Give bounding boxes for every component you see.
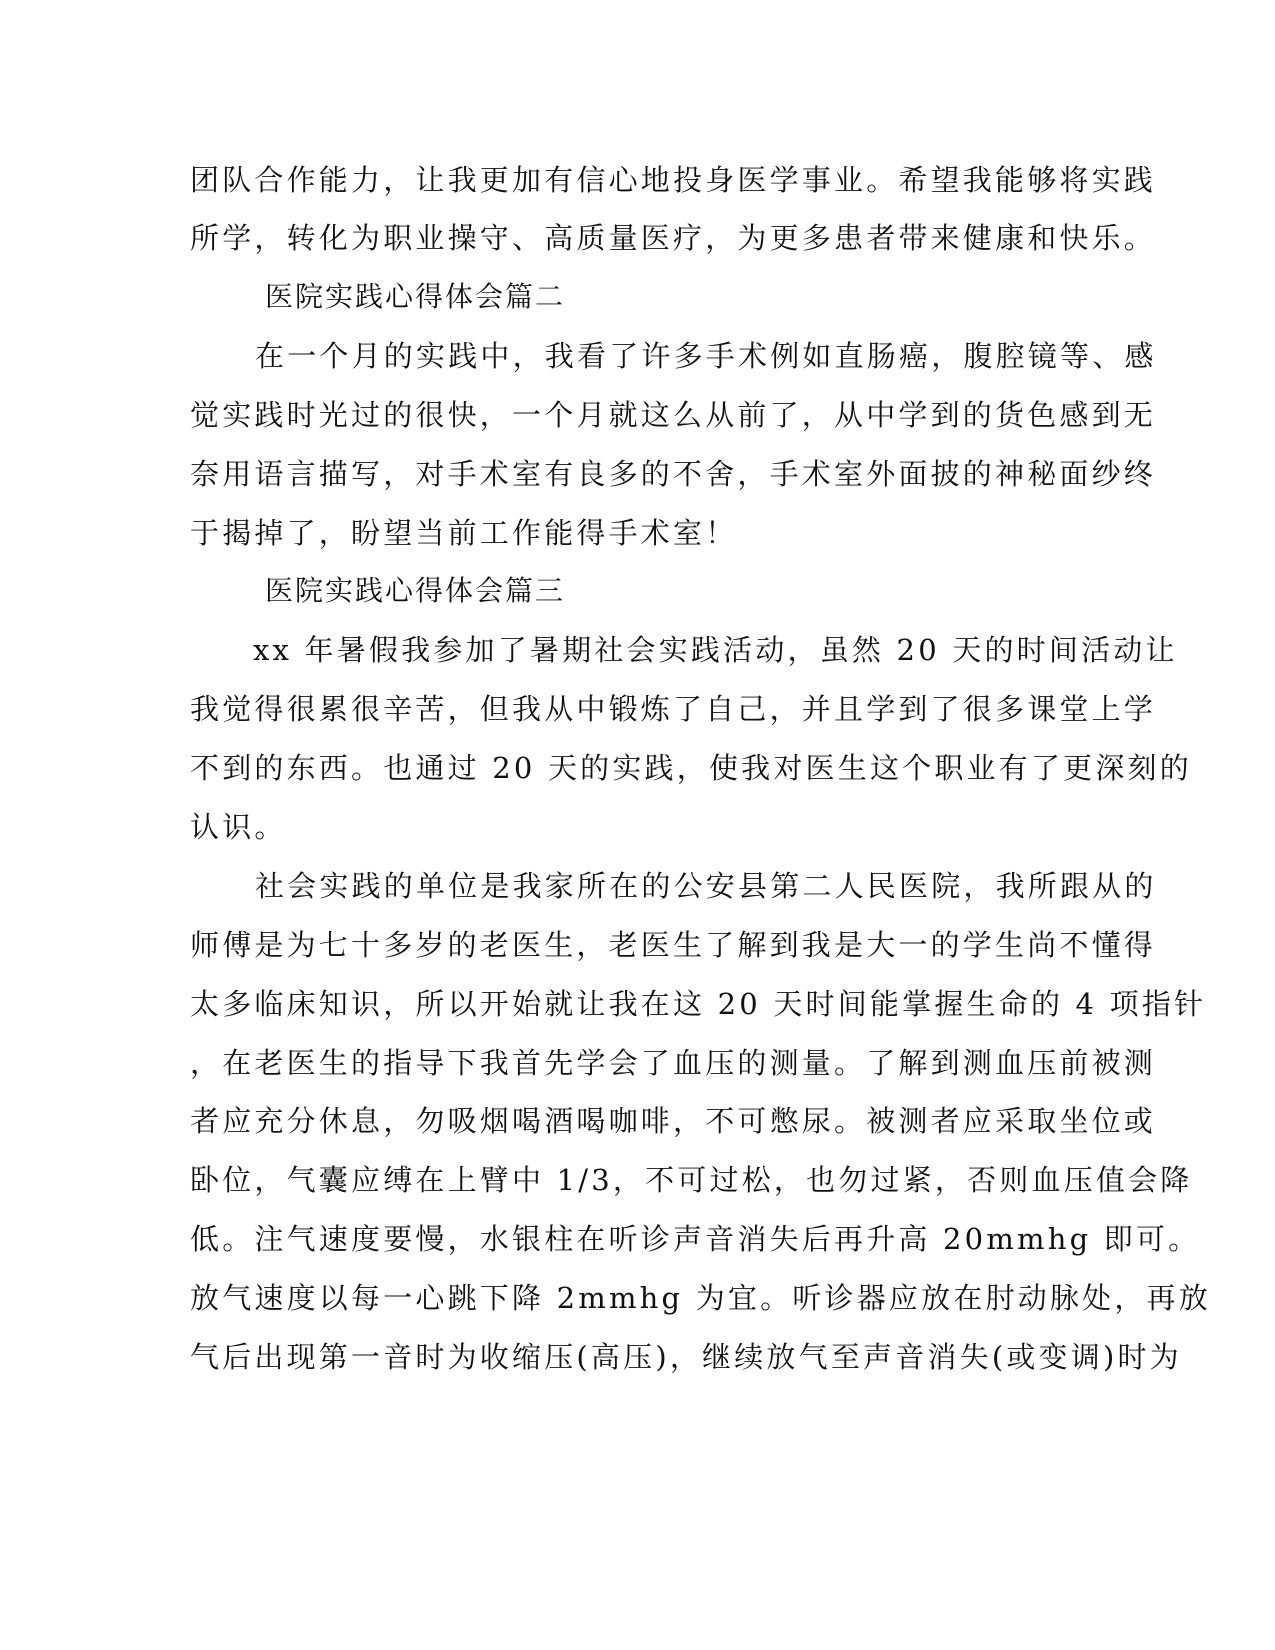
text-line: xx 年暑假我参加了暑期社会实践活动，虽然 20 天的时间活动让 xyxy=(253,633,1178,667)
text-line: 放气速度以每一心跳下降 2mmhg 为宜。听诊器应放在肘动脉处，再放 xyxy=(190,1281,1211,1315)
text-line: 于揭掉了，盼望当前工作能得手术室！ xyxy=(190,516,738,550)
text-line: 所学，转化为职业操守、高质量医疗，为更多患者带来健康和快乐。 xyxy=(190,221,1157,255)
text-line: 卧位，气囊应缚在上臂中 1/3，不可过松，也勿过紧，否则血压值会降 xyxy=(190,1163,1193,1197)
section-heading: 医院实践心得体会篇二 xyxy=(265,280,566,313)
text-line: 团队合作能力，让我更加有信心地投身医学事业。希望我能够将实践 xyxy=(190,163,1157,197)
text-line: 我觉得很累很辛苦，但我从中锻炼了自己，并且学到了很多课堂上学 xyxy=(190,692,1157,726)
text-line: 在一个月的实践中，我看了许多手术例如直肠癌，腹腔镜等、感 xyxy=(255,339,1157,373)
text-line: 社会实践的单位是我家所在的公安县第二人民医院，我所跟从的 xyxy=(255,869,1157,903)
text-line: 奈用语言描写，对手术室有良多的不舍，手术室外面披的神秘面纱终 xyxy=(190,457,1157,491)
text-line: 不到的东西。也通过 20 天的实践，使我对医生这个职业有了更深刻的 xyxy=(190,751,1192,785)
text-line: 者应充分休息，勿吸烟喝酒喝咖啡，不可憋尿。被测者应采取坐位或 xyxy=(190,1104,1157,1138)
text-line: 气后出现第一音时为收缩压(高压)，继续放气至声音消失(或变调)时为 xyxy=(190,1340,1182,1374)
text-line: 太多临床知识，所以开始就让我在这 20 天时间能掌握生命的 4 项指针 xyxy=(190,987,1207,1021)
text-line: ，在老医生的指导下我首先学会了血压的测量。了解到测血压前被测 xyxy=(190,1046,1157,1080)
text-line: 师傅是为七十多岁的老医生，老医生了解到我是大一的学生尚不懂得 xyxy=(190,928,1157,962)
section-heading: 医院实践心得体会篇三 xyxy=(265,574,566,607)
text-line: 低。注气速度要慢，水银柱在听诊声音消失后再升高 20mmhg 即可。 xyxy=(190,1222,1201,1256)
text-line: 觉实践时光过的很快，一个月就这么从前了，从中学到的货色感到无 xyxy=(190,398,1157,432)
text-line: 认识。 xyxy=(190,810,287,844)
